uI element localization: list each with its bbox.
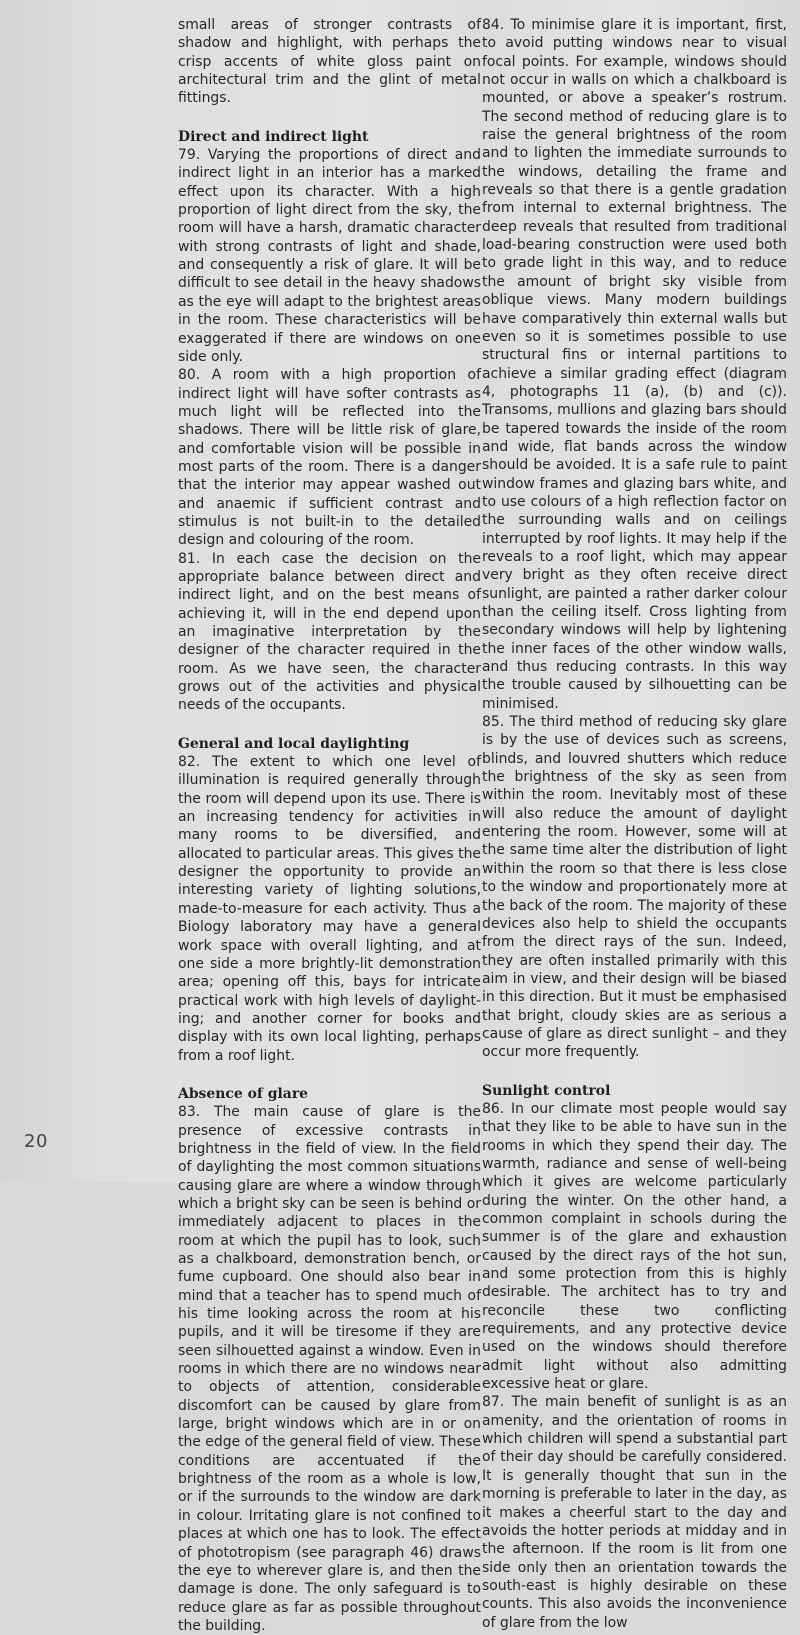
paragraph-81: 81. In each case the decision on the appropriate balance between direct and indirect light, and on the best means of achieving it, will in the end depend upon an imaginative interpretation by the designer of the character required in the room. As we have seen, the character grows out of the activities and physical needs of the occupants. <box>178 550 481 714</box>
paragraph-82: 82. The extent to which one level of illumination is required generally through the room will depend upon its use. There is an increasing tendency for activities in many rooms to be diversified, and allocated to particular areas. This gives the designer the opportunity to provide an interesting variety of lighting solutions, made-to-measure for each activity. Thus a Biology laboratory may have a general work space with overall lighting, and at one side a more brightly-lit demonstration area; opening off this, bays for intricate practical work with high levels of daylighting; and another corner for books and display with its own local lighting, perhaps from a roof light. <box>178 754 481 1064</box>
paragraph-80: 80. A room with a high proportion of indirect light will have softer contrasts as much light will be reflected into the shadows. There will be little risk of glare, and comfortable vision will be possible in most parts of the room. There is a danger that the interior may appear washed out and anaemic if sufficient contrast and stimulus is not built-in to the detailed design and colouring of the room. <box>178 367 481 549</box>
intro-paragraph: small areas of stronger contrasts of shadow and highlight, with perhaps the crisp accents of white gloss paint on architectural trim and the glint of metal fittings. <box>178 17 481 107</box>
paragraph-83: 83. The main cause of glare is the presence of excessive contrasts in brightness in the field of view. In the field of daylighting the most common situations causing glare are where a window through which a bright sky can be seen is behind or immediately adjacent to places in the room at which the pupil has to look, such as a chalkboard, demonstration bench, or fume cupboard. One should also bear in mind that a teacher has to spend much of his time looking across the room at his pupils, and it will be tiresome if they are seen silhouetted against a window. Even in rooms in which there are no windows near to objects of attention, considerable discomfort can be caused by glare from large, bright windows which are in or on the edge of the general field of view. These conditions are accentuated if the brightness of the room as a whole is low, or if the surrounds to the window are dark in colour. Irritating glare is not confined to places at which one has to look. The effect of phototropism (see paragraph 46) draws the eye to wherever glare is, and then the damage is done. The only safeguard is to reduce glare as far as possible throughout the building. <box>178 1104 481 1634</box>
paragraph-84: 84. To minimise glare it is important, first, to avoid putting windows near to visual focal points. For example, windows should not occur in walls on which a chalkboard is mounted, or above a speaker’s rostrum. The second method of reducing glare is to raise the general brightness of the room and to lighten the immediate surrounds to the windows, detailing the frame and reveals so that there is a gentle gradation from internal to external brightness. The deep reveals that resulted from traditional load-bearing construction were used both to grade light in this way, and to reduce the amount of bright sky visible from oblique views. Many modern buildings have comparatively thin external walls but even so it is sometimes possible to use structural fins or internal partitions to achieve a similar grading effect (diagram 4, photographs 11 (a), (b) and (c)). Transoms, mullions and glazing bars should be tapered towards the inside of the room and wide, flat bands across the window should be avoided. It is a safe rule to paint window frames and glazing bars white, and to use colours of a high reflection factor on the surrounding walls and on ceilings interrupted by roof lights. It may help if the reveals to a roof light, which may appear very bright as they often receive direct sunlight, are painted a rather darker colour than the ceiling itself. Cross lighting from secondary windows will help by lightening the inner faces of the other window walls, and thus reducing contrasts. In this way the trouble caused by silhouetting can be minimised. <box>482 17 787 712</box>
paragraph-86: 86. In our climate most people would say that they like to be able to have sun in the rooms in which they spend their day. The warmth, radiance and sense of well-being which it gives are welcome particularly during the winter. On the other hand, a common complaint in schools during the summer is of the glare and exhaustion caused by the direct rays of the hot sun, and some protection from this is highly desirable. The architect has to try and reconcile these two conflicting requirements, and any protective device used on the windows should therefore admit light without also admitting excessive heat or glare. <box>482 1100 787 1393</box>
paragraph-79: 79. Varying the proportions of direct and indirect light in an interior has a marked effect upon its character. With a high proportion of light direct from the sky, the room will have a harsh, dramatic character with strong contrasts of light and shade, and consequently a risk of glare. It will be difficult to see detail in the heavy shadows as the eye will adapt to the brightest areas in the room. These characteristics will be exaggerated if there are windows on one side only. <box>178 147 481 365</box>
paragraph-87: 87. The main benefit of sunlight is as an amenity, and the orientation of rooms in which children will spend a substantial part of their day should be carefully considered. It is generally thought that sun in the morning is preferable to later in the day, as it makes a cheerful start to the day and avoids the hotter periods at midday and in the afternoon. If the room is lit from one side only then an orientation towards the south-east is highly desirable on these counts. This also avoids the inconvenience of glare from the low <box>482 1394 787 1631</box>
right-column <box>482 16 787 1632</box>
left-column <box>178 16 481 1635</box>
paragraph-85: 85. The third method of reducing sky glare is by the use of devices such as screens, blinds, and louvred shutters which reduce the brightness of the sky as seen from within the room. Inevitably most of these will also reduce the amount of daylight entering the room. However, some will at the same time alter the distribution of light within the room so that there is less close to the window and proportionately more at the back of the room. The majority of these devices also help to shield the occupants from the direct rays of the sun. Indeed, they are often installed primarily with this aim in view, and their design will be biased in this direction. But it must be emphasised that bright, cloudy skies are as serious a cause of glare as direct sunlight – and they occur more frequently. <box>482 714 787 1061</box>
heading-direct-indirect-light: Direct and indirect light <box>178 128 369 145</box>
heading-sunlight-control: Sunlight control <box>482 1082 611 1099</box>
heading-general-local-daylighting: General and local daylighting <box>178 735 410 752</box>
page-number: 20 <box>24 1131 48 1152</box>
heading-absence-of-glare: Absence of glare <box>178 1085 309 1102</box>
